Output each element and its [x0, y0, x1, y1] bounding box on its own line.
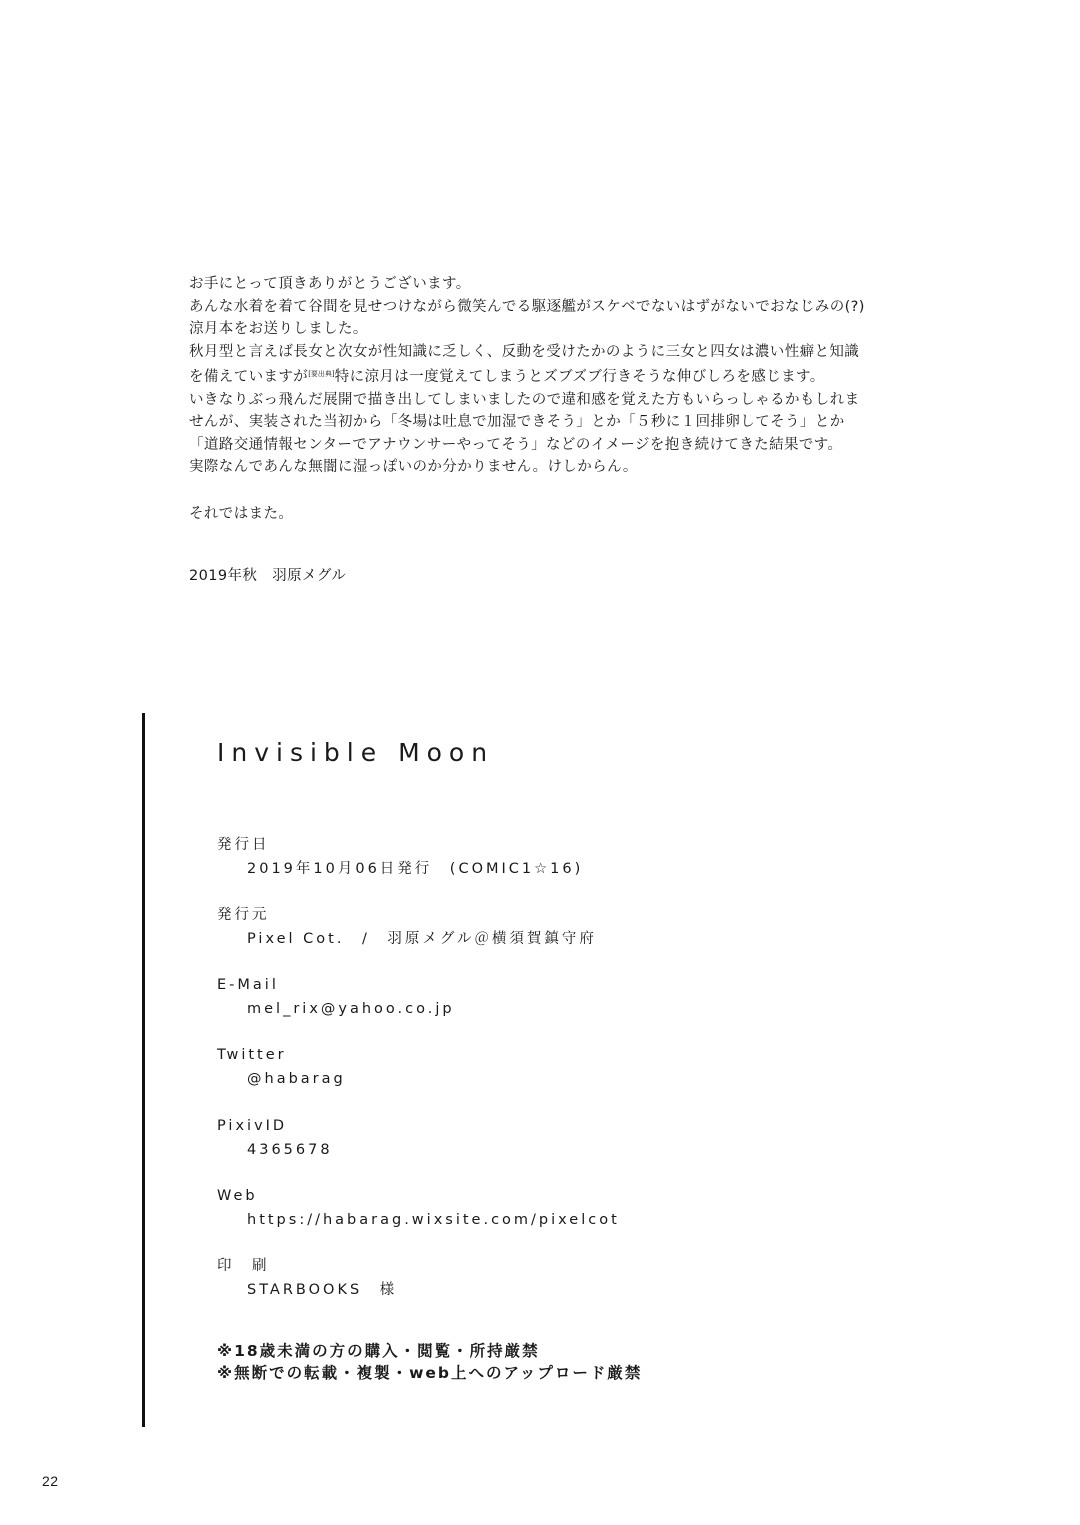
field-value: mel_rix@yahoo.co.jp: [247, 1001, 455, 1017]
colophon-field-web: [217, 1184, 620, 1232]
field-label: Twitter: [217, 1047, 287, 1063]
afterword-line: いきなりぶっ飛んだ展開で描き出してしまいましたので違和感を覚えた方もいらっしゃるかもしれま: [189, 391, 860, 408]
reproduction-notice: ※無断での転載・複製・web上へのアップロード厳禁: [217, 1364, 643, 1382]
field-value: STARBOOKS 様: [247, 1282, 398, 1298]
book-title: Invisible Moon: [217, 738, 495, 767]
afterword-line: 「道路交通情報センターでアナウンサーやってそう」などのイメージを抱き続けてきた結果です。: [189, 436, 843, 453]
field-label: 発行日: [217, 837, 270, 853]
field-label: 発行元: [217, 907, 270, 923]
afterword-closing: それではまた。: [189, 505, 294, 522]
afterword-line: お手にとって頂きありがとうございます。: [189, 276, 471, 292]
field-label: E-Mail: [217, 977, 279, 993]
colophon-field-twitter: [217, 1043, 346, 1091]
afterword-line: 実際なんであんな無闇に湿っぽいのか分かりません。けしからん。: [189, 459, 638, 475]
afterword-line: せんが、実装された当初から「冬場は吐息で加湿できそう」とか「５秒に１回排卵してそう」とか: [189, 414, 845, 430]
afterword-line-part: 特に涼月は一度覚えてしまうとズブズブ行きそうな伸びしろを感じます。: [334, 369, 825, 385]
afterword-line: [189, 363, 989, 389]
afterword-text: [189, 273, 989, 588]
legal-notices: [217, 1340, 642, 1384]
colophon-divider-bar: [142, 713, 145, 1427]
afterword-line: あんな水着を着て谷間を見せつけながら微笑んでる駆逐艦がスケベでないはずがないでおなじみの(?): [189, 298, 865, 315]
field-value: Pixel Cot. / 羽原メグル＠横須賀鎮守府: [247, 931, 597, 947]
field-value: 2019年10月06日発行 (COMIC1☆16): [247, 861, 584, 877]
field-label: Web: [217, 1188, 258, 1204]
afterword-signature: 2019年秋 羽原メグル: [189, 568, 347, 584]
colophon-field-email: [217, 973, 455, 1021]
afterword-line: 涼月本をお送りしました。: [189, 321, 368, 337]
colophon-field-publisher: [217, 903, 597, 951]
colophon-field-pixiv: [217, 1114, 333, 1162]
colophon-field-printer: [217, 1254, 397, 1302]
field-label: 印 刷: [217, 1258, 270, 1274]
page-number: 22: [42, 1473, 59, 1489]
afterword-line-part: を備えていますが: [189, 369, 309, 385]
field-label: PixivID: [217, 1118, 288, 1134]
field-value: 4365678: [247, 1142, 333, 1158]
age-restriction-notice: ※18歳未満の方の購入・閲覧・所持厳禁: [217, 1342, 540, 1360]
field-value: https://habarag.wixsite.com/pixelcot: [247, 1212, 620, 1228]
afterword-line: 秋月型と言えば長女と次女が性知識に乏しく、反動を受けたかのように三女と四女は濃い性癖と知識: [189, 343, 860, 360]
colophon-field-publish-date: [217, 833, 583, 881]
citation-needed-note: [要出典]: [308, 370, 335, 378]
field-value: @habarag: [247, 1071, 346, 1087]
